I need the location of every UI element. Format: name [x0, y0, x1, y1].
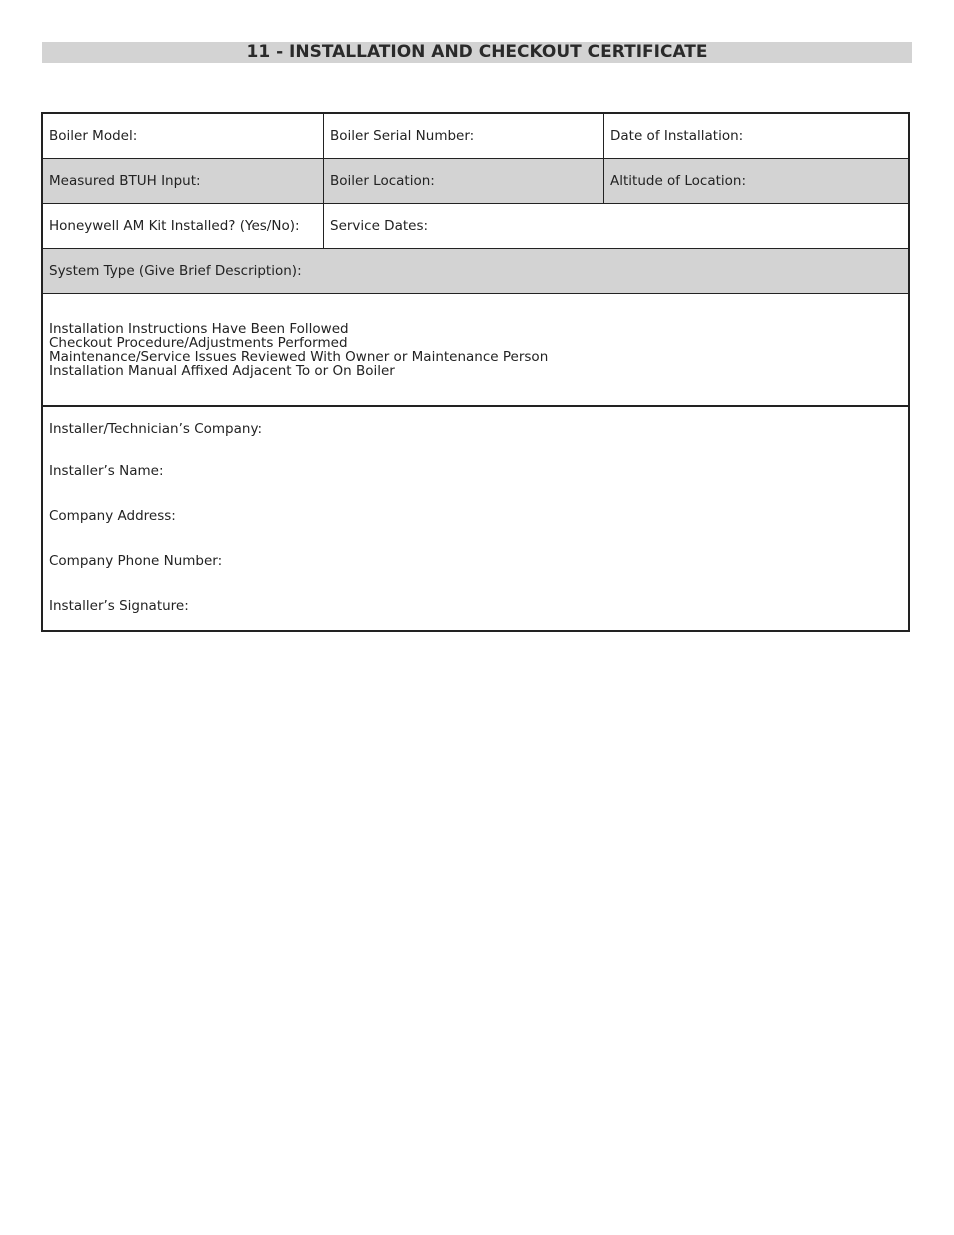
checklist-item: Installation Manual Affixed Adjacent To or On Boiler: [49, 363, 395, 379]
service-dates-field[interactable]: Service Dates:: [323, 204, 908, 248]
installer-company-field[interactable]: Installer/Technician’s Company:: [49, 421, 262, 437]
boiler-model-field[interactable]: Boiler Model:: [49, 128, 138, 144]
company-address-field[interactable]: Company Address:: [49, 508, 176, 524]
installer-signature-field[interactable]: Installer’s Signature:: [49, 598, 189, 614]
checklist-item: Checkout Procedure/Adjustments Performed: [49, 335, 348, 351]
checklist-item: Installation Instructions Have Been Followed: [49, 321, 349, 337]
installer-section: [43, 407, 908, 630]
date-of-installation-field[interactable]: Date of Installation:: [603, 114, 908, 158]
installation-certificate-form: [41, 112, 910, 632]
company-phone-field[interactable]: Company Phone Number:: [49, 553, 223, 569]
system-type-field[interactable]: System Type (Give Brief Description):: [49, 263, 302, 279]
page-title: 11 - INSTALLATION AND CHECKOUT CERTIFICATE: [42, 42, 912, 63]
checklist-section: [43, 294, 908, 407]
installer-name-field[interactable]: Installer’s Name:: [49, 463, 164, 479]
boiler-serial-number-field[interactable]: Boiler Serial Number:: [323, 114, 603, 158]
measured-btuh-input-field[interactable]: Measured BTUH Input:: [49, 173, 201, 189]
altitude-of-location-field[interactable]: Altitude of Location:: [603, 159, 908, 203]
form-row-boiler-info: [43, 114, 908, 159]
boiler-location-field[interactable]: Boiler Location:: [323, 159, 603, 203]
honeywell-am-kit-field[interactable]: Honeywell AM Kit Installed? (Yes/No):: [49, 218, 300, 234]
form-row-kit-service: [43, 204, 908, 249]
checklist-item: Maintenance/Service Issues Reviewed With Owner or Maintenance Person: [49, 349, 549, 365]
form-row-measurements: [43, 159, 908, 204]
form-row-system-type: [43, 249, 908, 294]
